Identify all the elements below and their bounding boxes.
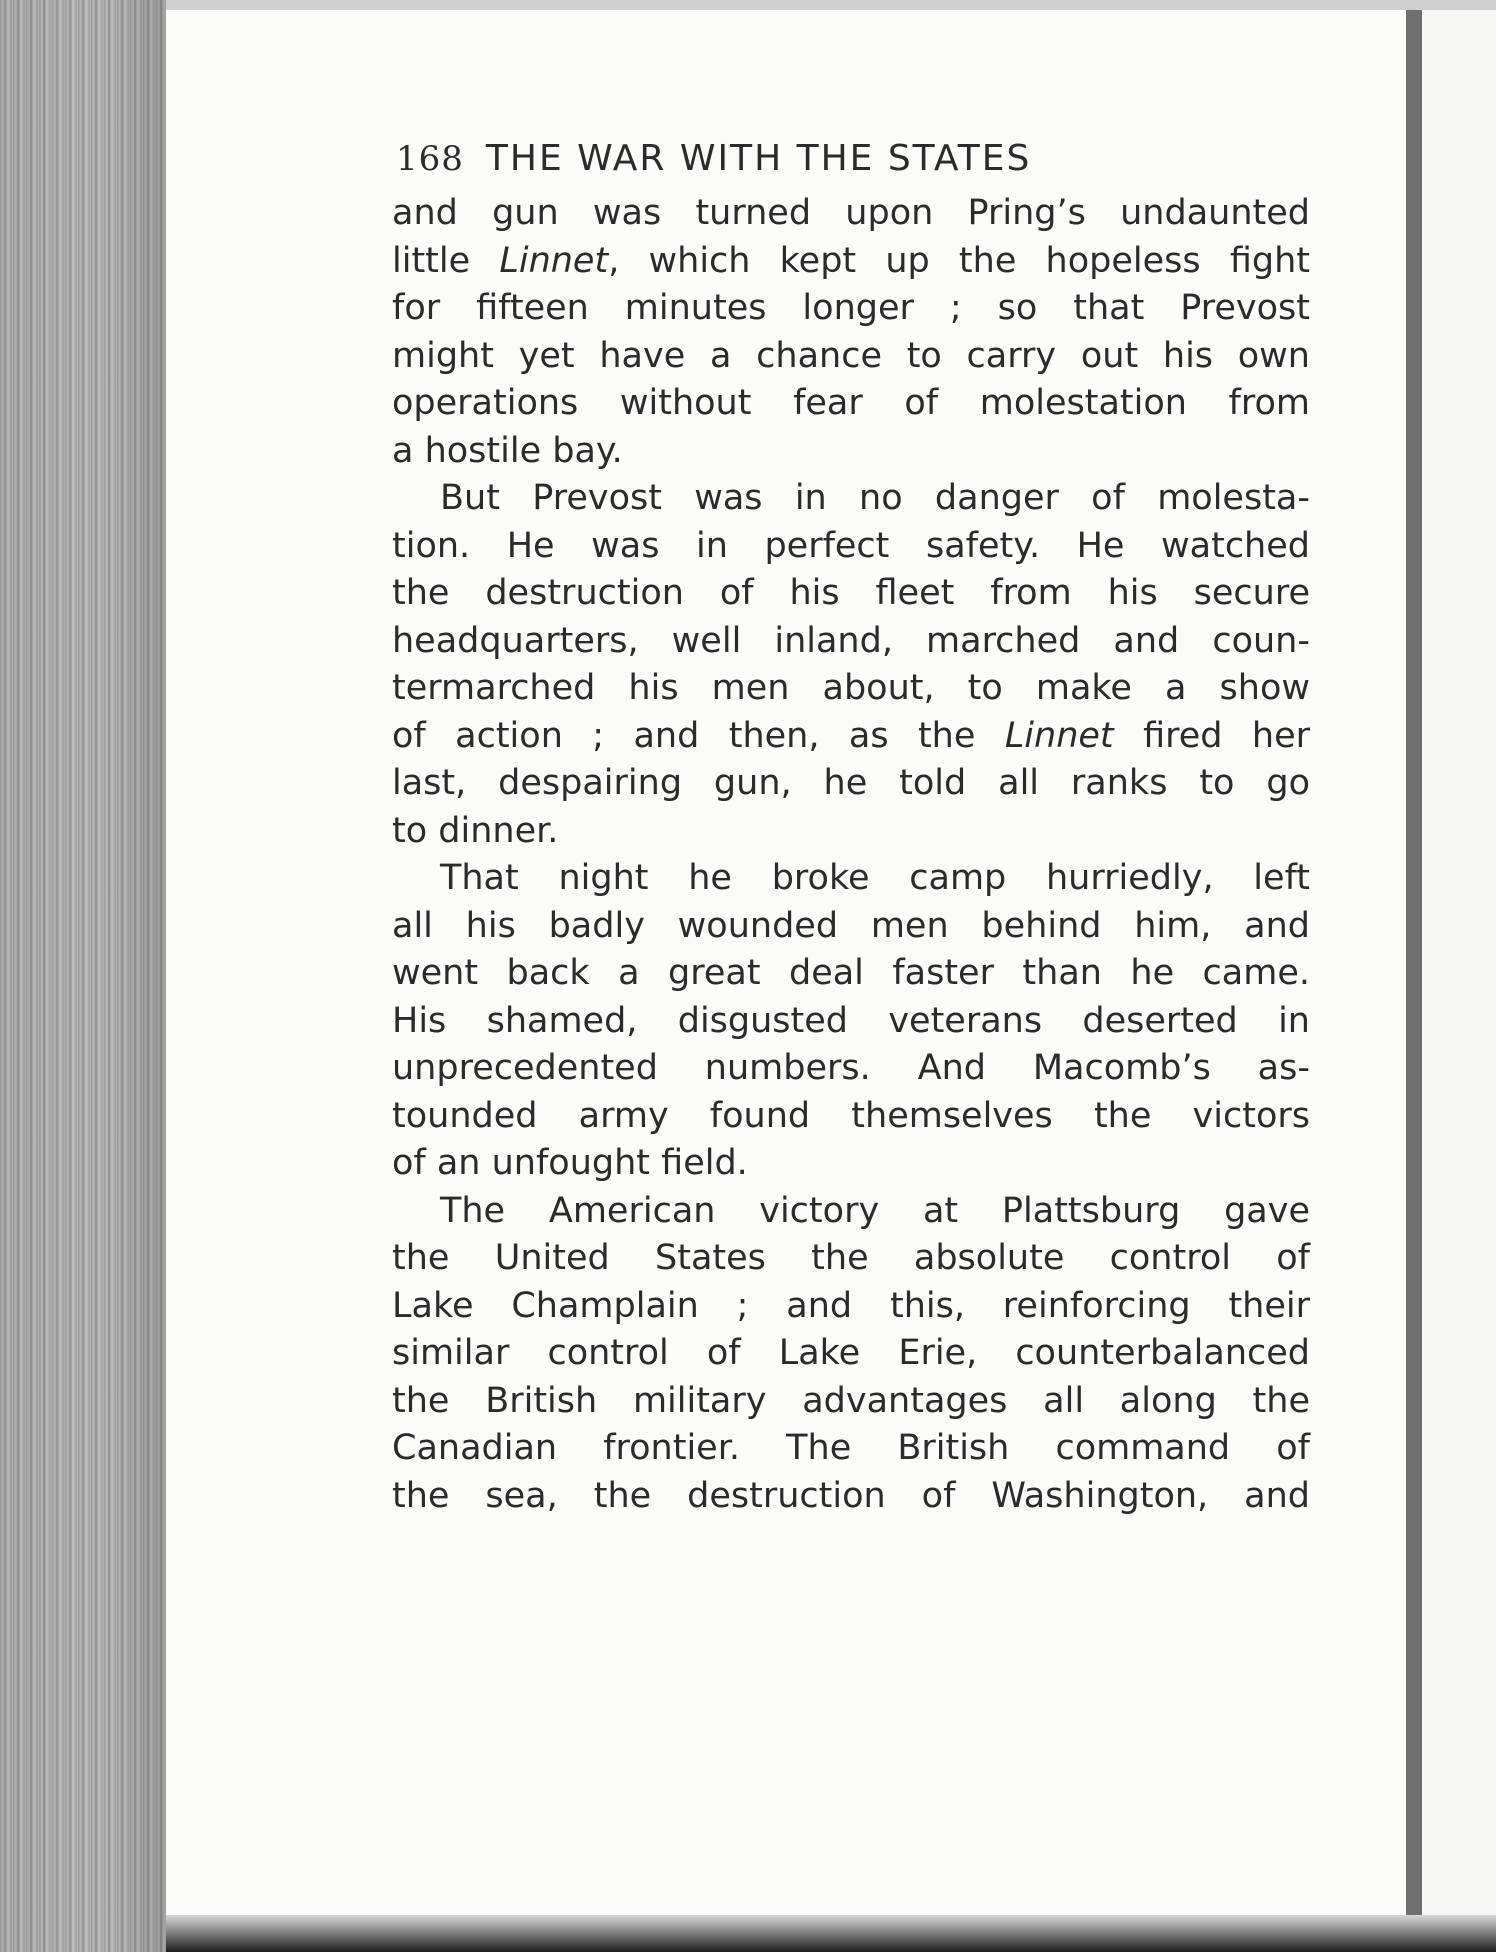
top-edge	[166, 0, 1496, 10]
paragraph-3	[392, 855, 1310, 1188]
text-line: a hostile bay.	[392, 430, 623, 471]
text-line: the destruction of his fleet from his secure	[392, 573, 1310, 613]
text-line: Lake Champlain ; and this, reinforcing their	[392, 1285, 1310, 1326]
running-title: THE WAR WITH THE STATES	[485, 138, 1032, 179]
paragraph-1	[392, 190, 1310, 475]
text-line: tounded army found themselves the victors	[392, 1095, 1310, 1136]
text-line: the sea, the destruction of Washington, and	[392, 1475, 1310, 1516]
text-line: to dinner.	[392, 810, 559, 851]
text-line: The American victory at Plattsburg gave	[440, 1190, 1310, 1231]
text-line: and gun was turned upon Pring’s undaunted	[392, 193, 1310, 233]
text-line: of action ; and then, as the Linnet fired her	[392, 715, 1311, 756]
gutter-shadow	[1406, 10, 1422, 1915]
text-line: the British military advantages all along the	[392, 1380, 1310, 1421]
text-line: all his badly wounded men behind him, and	[392, 905, 1310, 946]
text-line: of an unfought field.	[392, 1143, 748, 1183]
text-line: for fifteen minutes longer ; so that Prevost	[392, 288, 1310, 328]
text-line: went back a great deal faster than he came.	[392, 953, 1310, 993]
text-line: the United States the absolute control of	[392, 1238, 1310, 1278]
page-text	[392, 130, 1310, 1520]
ship-name: Linnet	[499, 240, 609, 281]
text-line: operations without fear of molestation from	[392, 383, 1310, 423]
ship-name: Linnet	[1004, 715, 1114, 756]
text-line: unprecedented numbers. And Macomb’s as-	[392, 1048, 1310, 1088]
paragraph-2	[392, 475, 1310, 855]
bottom-edge	[166, 1915, 1496, 1952]
text-line: That night he broke camp hurriedly, left	[440, 858, 1310, 898]
text-line: little Linnet, which kept up the hopeless fight	[392, 240, 1310, 281]
text-line: headquarters, well inland, marched and coun-	[392, 620, 1310, 661]
paragraph-4	[392, 1188, 1310, 1521]
running-head	[392, 130, 1310, 188]
page-edges	[0, 0, 172, 1952]
text-line: tion. He was in perfect safety. He watched	[392, 525, 1310, 566]
page-number: 168	[396, 139, 464, 179]
facing-page-edge	[1422, 10, 1496, 1915]
text-line: Canadian frontier. The British command of	[392, 1428, 1310, 1468]
text-line: similar control of Lake Erie, counterbalanced	[392, 1333, 1310, 1373]
text-line: termarched his men about, to make a show	[392, 668, 1310, 708]
text-line: His shamed, disgusted veterans deserted in	[392, 1000, 1310, 1041]
text-line: last, despairing gun, he told all ranks to go	[392, 763, 1310, 803]
text-line: But Prevost was in no danger of molesta-	[440, 478, 1310, 518]
text-line: might yet have a chance to carry out his own	[392, 335, 1310, 376]
